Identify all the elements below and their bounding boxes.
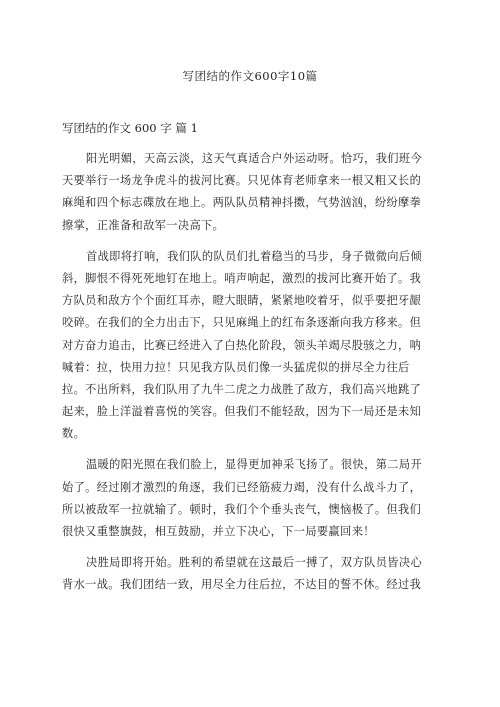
paragraph-line: 温暖的阳光照在我们脸上，显得更加神采飞扬了。很快，第二局开 bbox=[86, 458, 423, 472]
paragraph-line: 很快又重整旗鼓，相互鼓励，并立下决心，下一局要赢回来！ bbox=[62, 525, 375, 538]
article-body bbox=[62, 148, 442, 597]
paragraph-line: 决胜局即将开始。胜利的希望就在这最后一搏了，双方队员皆决心 bbox=[86, 556, 423, 570]
paragraph-line: 擦掌，正准备和敌军一决高下。 bbox=[62, 218, 225, 232]
paragraph-line: 喊着：拉，快用力拉！只见我方队员们像一头猛虎似的拼尽全力往后 bbox=[62, 360, 410, 374]
paragraph-line: 拉。不出所料，我们队用了九牛二虎之力战胜了敌方，我们高兴地跳了 bbox=[62, 382, 422, 396]
paragraph-line: 阳光明媚，天高云淡，这天气真适合户外运动呀。恰巧，我们班今 bbox=[86, 152, 423, 165]
paragraph-line: 咬碎。在我们的全力出击下，只见麻绳上的红布条逐渐向我方移来。但 bbox=[62, 316, 422, 330]
paragraph-line: 方队员和敌方个个面红耳赤，瞪大眼睛，紧紧地咬着牙，似乎要把牙龈 bbox=[62, 294, 422, 308]
paragraph-line: 背水一战。我们团结一致，用尽全力往后拉，不达目的誓不休。经过我 bbox=[62, 578, 422, 592]
paragraph-line: 斜，脚恨不得死死地钉在地上。哨声响起，激烈的拔河比赛开始了。我 bbox=[62, 271, 422, 285]
paragraph-line: 始了。经过刚才激烈的角逐，我们已经筋疲力竭，没有什么战斗力了， bbox=[62, 480, 422, 494]
paragraph-line: 麻绳和四个标志碟放在地上。两队队员精神抖擞，气势汹汹，纷纷摩拳 bbox=[62, 196, 422, 210]
document-title: 写团结的作文600字10篇 bbox=[182, 69, 318, 83]
paragraph-line: 天要举行一场龙争虎斗的拔河比赛。只见体育老师拿来一根又粗又长的 bbox=[62, 174, 422, 188]
paragraph-line: 首战即将打响，我们队的队员们扎着稳当的马步，身子微微向后倾 bbox=[86, 249, 423, 263]
paragraph-line: 所以被敌军一拉就输了。顿时，我们个个垂头丧气，懊恼极了。但我们 bbox=[62, 502, 422, 516]
section-heading: 写团结的作文 600 字 篇 1 bbox=[62, 121, 198, 135]
paragraph-line: 对方奋力追击，比赛已经进入了白热化阶段，领头羊竭尽股骇之力，呐 bbox=[62, 338, 422, 352]
paragraph-line: 起来，脸上洋溢着喜悦的笑容。但我们不能轻敌，因为下一局还是未知 bbox=[62, 405, 422, 419]
paragraph-line: 数。 bbox=[62, 427, 86, 441]
